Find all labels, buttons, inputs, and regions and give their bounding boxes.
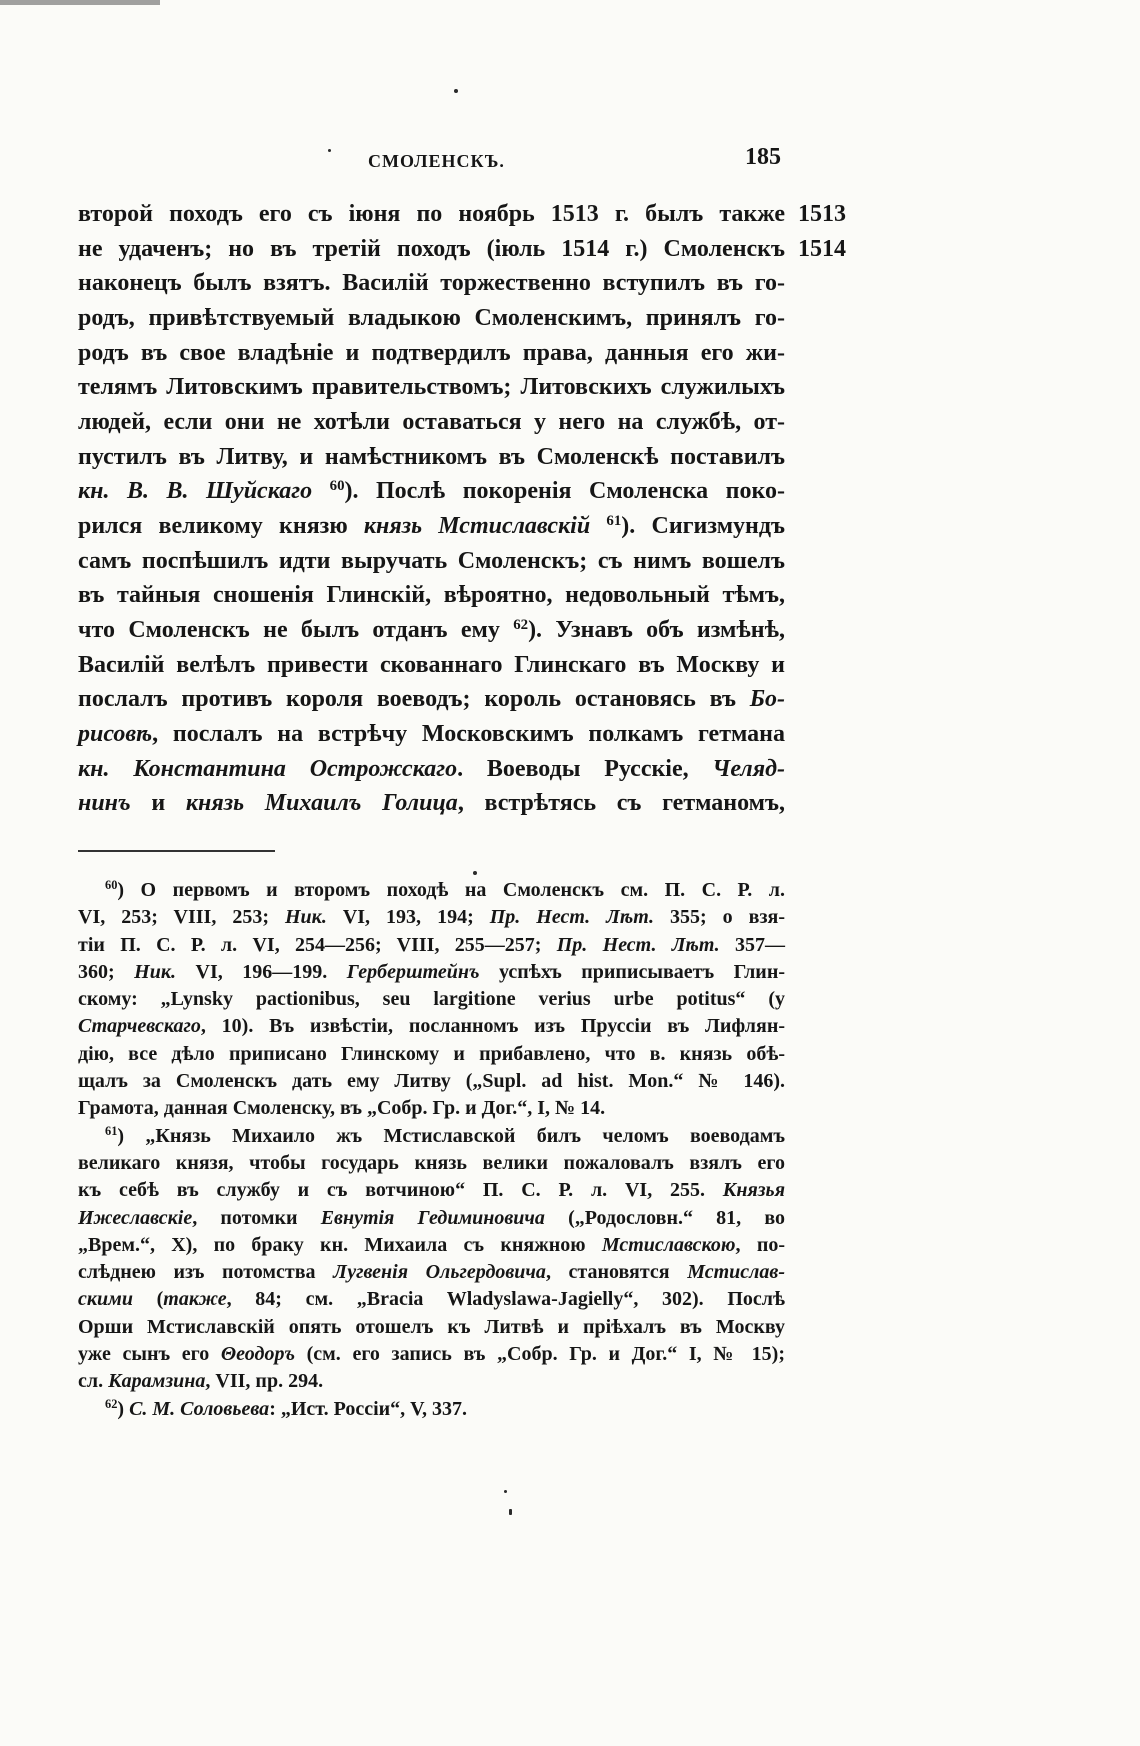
text-run: . Воеводы Русскіе,: [457, 755, 713, 782]
text-run: къ себѣ въ службу и съ вотчиною“ П. С. Р. л. VI, 255.: [78, 1179, 723, 1202]
italic-text: С. М. Соловьева: [129, 1397, 270, 1420]
italic-text: Θеодоръ: [220, 1343, 295, 1366]
italic-text: Пр. Нест. Лѣт.: [556, 933, 720, 956]
text-run: второй походъ его съ іюня по ноябрь 1513 г. былъ также: [78, 201, 785, 227]
footnote-line: [78, 1205, 785, 1232]
ink-speck: [454, 89, 458, 93]
body-line: [78, 509, 785, 544]
body-line: [78, 682, 785, 717]
text-run: тіи П. С. Р. л. VI, 254—256; VIII, 255—257;: [78, 933, 557, 956]
body-line: [78, 370, 785, 405]
text-run: , потомки: [192, 1206, 321, 1229]
italic-text: Князья: [722, 1179, 785, 1202]
italic-text: кн. Константина Острожскаго: [78, 755, 458, 782]
scan-artifact: [0, 0, 160, 5]
body-line: [78, 266, 785, 301]
body-line: [78, 405, 785, 440]
text-run: что Смоленскъ не былъ отданъ ему: [78, 616, 514, 643]
running-head-title: СМОЛЕНСКЪ.: [368, 151, 505, 171]
body-line: [78, 301, 785, 336]
text-run: щалъ за Смоленскъ дать ему Литву („Supl. ad hist. Mon.“ № 146).: [78, 1070, 785, 1093]
text-run: наконецъ былъ взятъ. Василій торжественно вступилъ въ го-: [78, 270, 785, 297]
margin-note-year: 1514: [798, 235, 846, 262]
italic-text: Карамзина: [108, 1370, 206, 1393]
italic-text: Герберштейнъ: [346, 960, 480, 983]
text-run: , становятся: [545, 1261, 688, 1284]
italic-text: Мстиславскою: [601, 1233, 736, 1256]
footnote-line: [78, 1177, 785, 1204]
body-line: [78, 197, 785, 232]
body-line: [78, 648, 785, 683]
italic-text: князь Мстиславскій: [363, 512, 607, 539]
text-run: Грамота, данная Смоленску, въ „Собр. Гр. и Дог.“, I, № 14.: [78, 1097, 606, 1120]
footnote-line: [78, 1123, 785, 1150]
text-run: , по-: [735, 1233, 786, 1256]
text-run: не удаченъ; но въ третій походъ (іюль 1514 г.) Смоленскъ: [78, 235, 785, 262]
text-run: Орши Мстиславскій опять отошелъ къ Литвѣ и пріѣхалъ въ Москву: [78, 1315, 785, 1338]
footnote-line: [78, 1341, 785, 1368]
italic-text: Челяд-: [712, 755, 785, 782]
footnote-line: [78, 1068, 785, 1095]
italic-text: скими: [78, 1288, 133, 1311]
text-run: телямъ Литовскимъ правительствомъ; Литовскихъ служилыхъ: [78, 374, 785, 401]
text-run: 360;: [78, 960, 135, 983]
text-run: Василій велѣлъ привести скованнаго Глинскаго въ Москву и: [78, 651, 785, 678]
footnote-ref: 61: [606, 512, 622, 529]
text-run: : „Ист. Россіи“, V, 337.: [269, 1397, 468, 1420]
body-line: [78, 752, 785, 787]
footnote-separator: [78, 850, 275, 852]
footnote-line: [78, 904, 785, 931]
italic-text: рисовѣ: [78, 720, 153, 747]
footnote-line: [78, 932, 785, 959]
text-run: , встрѣтясь съ гетманомъ,: [457, 790, 786, 817]
text-run: 355; о взя-: [654, 906, 786, 929]
footnote-ref: 60: [329, 478, 345, 495]
text-run: , послалъ на встрѣчу Московскимъ полкамъ гетмана: [152, 720, 785, 747]
footnote-line: [78, 1232, 785, 1259]
text-run: дію, все дѣло приписано Глинскому и прибавлено, что в. князь обѣ-: [78, 1042, 785, 1065]
footnote-line: [78, 1286, 785, 1313]
footnote: [78, 1396, 785, 1423]
body-line: [78, 613, 785, 648]
text-run: (см. его запись въ „Собр. Гр. и Дог.“ I, № 15);: [295, 1343, 785, 1366]
text-run: уже сынъ его: [78, 1343, 221, 1366]
text-run: , VII, пр. 294.: [205, 1370, 324, 1393]
text-run: пустилъ въ Литву, и намѣстникомъ въ Смоленскѣ поставилъ: [78, 443, 785, 470]
text-run: и: [130, 790, 186, 817]
text-run: рился великому князю: [78, 512, 364, 539]
footnote-ref: 62: [513, 616, 529, 633]
footnote-line: [78, 1396, 785, 1423]
text-run: ). Послѣ покоренія Смоленска поко-: [344, 478, 785, 505]
text-run: ). Сигизмундъ: [621, 512, 785, 539]
body-line: [78, 717, 785, 752]
ink-speck: [473, 871, 477, 875]
page-number: 185: [745, 144, 781, 170]
italic-text: князь Михаилъ Голица: [185, 790, 458, 817]
text-run: родъ въ свое владѣніе и подтвердилъ права, данныя его жи-: [78, 339, 785, 366]
italic-text: Мстислав-: [687, 1261, 786, 1284]
italic-text: Бо-: [749, 686, 785, 713]
italic-text: Старчевскаго: [78, 1015, 201, 1038]
text-run: ). Узнавъ объ измѣнѣ,: [528, 616, 785, 643]
text-run: „Врем.“, X), по браку кн. Михаила съ княжною: [78, 1233, 602, 1256]
italic-text: Евнутія Гедиминовича: [320, 1206, 545, 1229]
text-run: VI, 193, 194;: [326, 906, 490, 929]
text-run: родъ, привѣтствуемый владыкою Смоленскимъ, принялъ го-: [78, 304, 785, 331]
footnote-ref: 60: [105, 878, 118, 893]
footnote-line: [78, 1150, 785, 1177]
text-run: людей, если они не хотѣли оставаться у него на службѣ, от-: [78, 408, 785, 435]
body-line: [78, 232, 785, 267]
text-run: слѣднею изъ потомства: [78, 1261, 334, 1284]
ink-speck: [504, 1490, 507, 1493]
footnote-line: [78, 877, 785, 904]
body-line: [78, 578, 785, 613]
footnote-line: [78, 1041, 785, 1068]
text-run: ) „Князь Михаило жъ Мстиславской билъ челомъ воеводамъ: [117, 1124, 785, 1147]
footnote: [78, 1123, 785, 1396]
main-text: [78, 197, 785, 821]
text-run: скому: „Lynsky pactionibus, seu largitione verius urbe potitus“ (у: [78, 988, 785, 1011]
ink-speck: [509, 1509, 512, 1515]
text-run: , 10). Въ извѣстіи, посланномъ изъ Пруссіи въ Лифлян-: [200, 1015, 785, 1038]
text-run: послалъ противъ короля воеводъ; король остановясь въ: [78, 686, 750, 713]
text-run: ): [117, 1397, 130, 1420]
body-line: [78, 786, 785, 821]
margin-note-year: 1513: [798, 201, 846, 227]
ink-speck: [328, 149, 331, 152]
body-line: [78, 336, 785, 371]
italic-text: кн. В. В. Шуйскаго: [78, 478, 330, 505]
italic-text: Ник.: [285, 906, 327, 929]
body-line: [78, 440, 785, 475]
text-run: VI, 196—199.: [176, 960, 347, 983]
text-run: (: [132, 1288, 164, 1311]
footnote-ref: 62: [105, 1396, 118, 1411]
italic-text: Лугвенія Ольгердовича: [333, 1261, 546, 1284]
text-run: самъ поспѣшилъ идти выручать Смоленскъ; съ нимъ вошелъ: [78, 547, 785, 574]
body-line: [78, 474, 785, 509]
text-run: 357—: [719, 933, 785, 956]
italic-text: также: [163, 1288, 227, 1311]
footnote-line: [78, 986, 785, 1013]
text-run: успѣхъ приписываетъ Глин-: [479, 960, 785, 983]
footnote-line: [78, 1095, 785, 1122]
text-run: VI, 253; VIII, 253;: [78, 906, 285, 929]
footnote-line: [78, 1314, 785, 1341]
text-run: („Родословн.“ 81, во: [544, 1206, 785, 1229]
footnote-line: [78, 1259, 785, 1286]
text-run: великаго князя, чтобы государь князь велики пожаловалъ взялъ его: [78, 1151, 785, 1174]
italic-text: Ижеславскіе: [78, 1206, 193, 1229]
footnote-ref: 61: [105, 1123, 118, 1138]
text-run: , 84; см. „Bracia Wladyslawa-Jagielly“, 302). Послѣ: [226, 1288, 785, 1311]
italic-text: Ник.: [134, 960, 176, 983]
footnotes: [78, 877, 785, 1423]
body-line: [78, 544, 785, 579]
footnote: [78, 877, 785, 1123]
footnote-line: [78, 959, 785, 986]
text-run: въ тайныя сношенія Глинскій, вѣроятно, недовольный тѣмъ,: [78, 582, 785, 609]
text-run: сл.: [78, 1370, 109, 1393]
text-run: ) О первомъ и второмъ походѣ на Смоленскъ см. П. С. Р. л.: [117, 879, 785, 901]
footnote-line: [78, 1368, 785, 1395]
italic-text: нинъ: [78, 790, 131, 817]
footnote-line: [78, 1013, 785, 1040]
italic-text: Пр. Нест. Лѣт.: [489, 906, 655, 929]
